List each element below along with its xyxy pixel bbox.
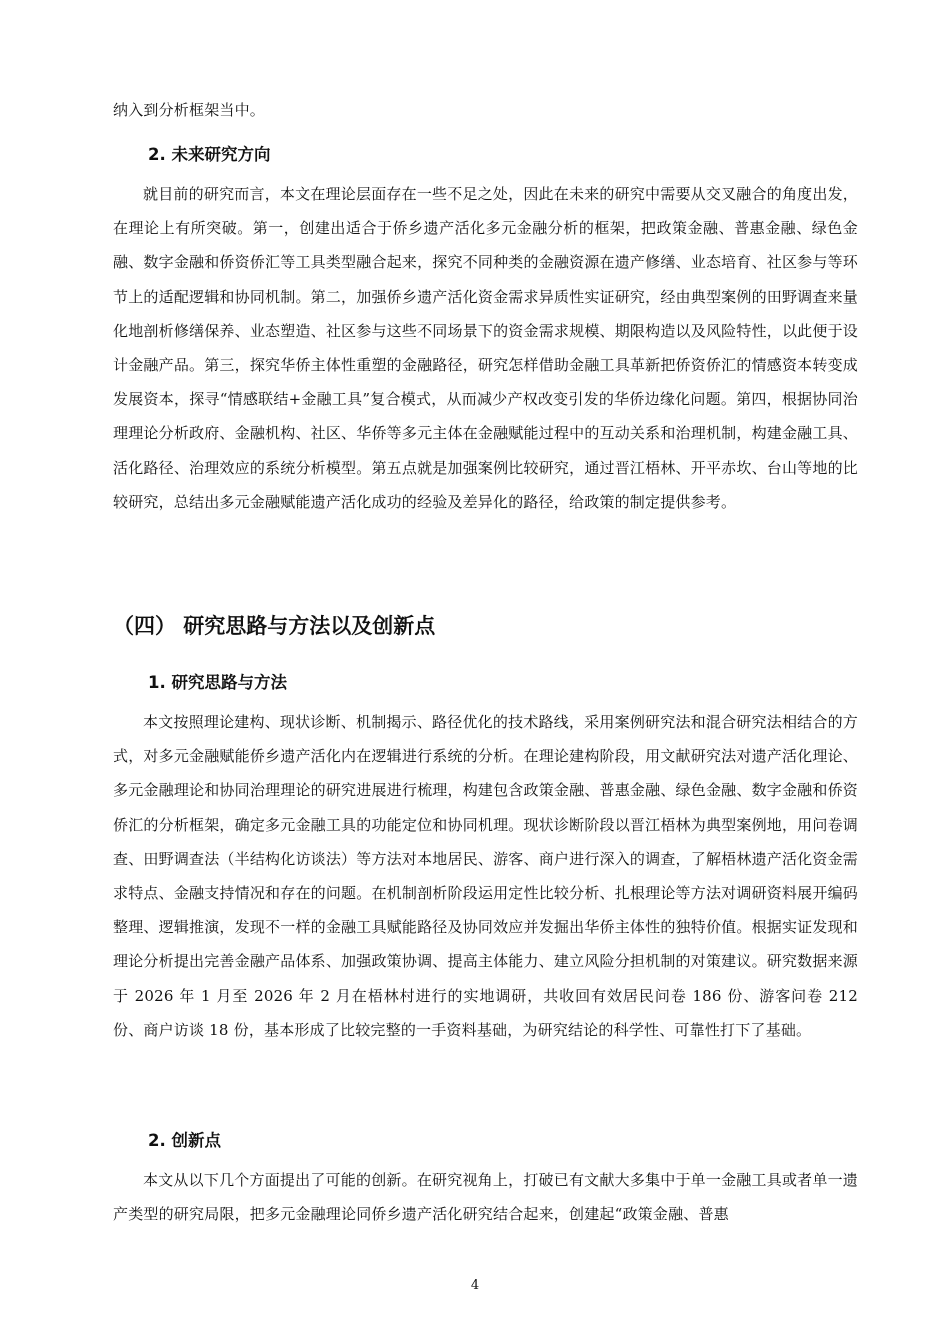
paragraph-methods: 本文按照理论建构、现状诊断、机制揭示、路径优化的技术路线，采用案例研究法和混合研究法相结合的方式，对多元金融赋能侨乡遗产活化内在逻辑进行系统的分析。在理论建构阶段，用文献研究法对遗产活化理论、多元金融理论和协同治理理论的研究进展进行梳理，构建包含政策金融、普惠金融、绿色金融、数字金融和侨资侨汇的分析框架，确定多元金融工具的功能定位和协同机理。现状诊断阶段以晋江梧林为典型案例地，用问卷调查、田野调查法（半结构化访谈法）等方法对本地居民、游客、商户进行深入的调查，了解梧林遗产活化资金需求特点、金融支持情况和存在的问题。在机制剖析阶段运用定性比较分析、扎根理论等方法对调研资料展开编码整理、逻辑推演，发现不一样的金融工具赋能路径及协同效应并发掘出华侨主体性的独特价值。根据实证发现和理论分析提出完善金融产品体系、加强政策协调、提高主体能力、建立风险分担机制的对策建议。研究数据来源于 2026 年 1 月至 2026 年 2 月在梧林村进行的实地调研，共收回有效居民问卷 186 份、游客问卷 212 份、商户访谈 18 份，基本形成了比较完整的一手资料基础，为研究结论的科学性、可靠性打下了基础。 [113, 713, 858, 1039]
paragraph-continuation: 纳入到分析框架当中。 [113, 101, 266, 119]
heading-future-research: 2. 未来研究方向 [148, 145, 271, 164]
section-heading-4: （四） 研究思路与方法以及创新点 [113, 614, 436, 638]
page-number: 4 [470, 1278, 480, 1293]
paragraph-future-research: 就目前的研究而言，本文在理论层面存在一些不足之处，因此在未来的研究中需要从交叉融合的角度出发，在理论上有所突破。第一，创建出适合于侨乡遗产活化多元金融分析的框架，把政策金融、普惠金融、绿色金融、数字金融和侨资侨汇等工具类型融合起来，探究不同种类的金融资源在遗产修缮、业态培育、社区参与等环节上的适配逻辑和协同机制。第二，加强侨乡遗产活化资金需求异质性实证研究，经由典型案例的田野调查来量化地剖析修缮保养、业态塑造、社区参与这些不同场景下的资金需求规模、期限构造以及风险特性，以此便于设计金融产品。第三，探究华侨主体性重塑的金融路径，研究怎样借助金融工具革新把侨资侨汇的情感资本转变成发展资本，探寻“情感联结+金融工具”复合模式，从而减少产权改变引发的华侨边缘化问题。第四，根据协同治理理论分析政府、金融机构、社区、华侨等多元主体在金融赋能过程中的互动关系和治理机制，构建金融工具、活化路径、治理效应的系统分析模型。第五点就是加强案例比较研究，通过晋江梧林、开平赤坎、台山等地的比较研究，总结出多元金融赋能遗产活化成功的经验及差异化的路径，给政策的制定提供参考。 [113, 185, 858, 511]
heading-innovation: 2. 创新点 [148, 1131, 221, 1150]
paragraph-innovation: 本文从以下几个方面提出了可能的创新。在研究视角上，打破已有文献大多集中于单一金融工具或者单一遗产类型的研究局限，把多元金融理论同侨乡遗产活化研究结合起来，创建起“政策金融、普惠 [113, 1171, 858, 1224]
heading-methods: 1. 研究思路与方法 [148, 673, 287, 692]
